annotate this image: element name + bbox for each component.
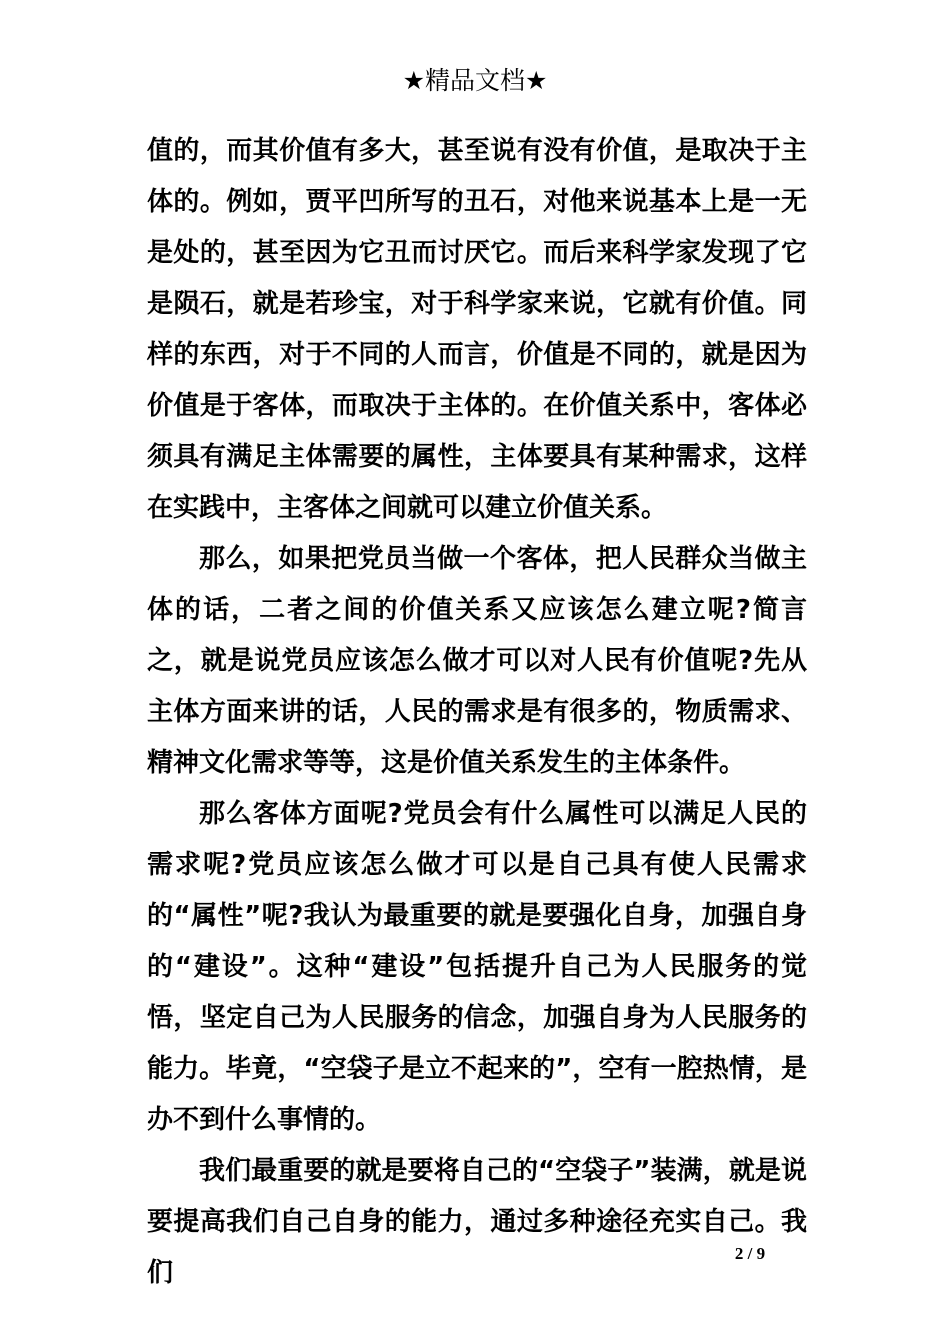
- page-header-title: ★精品文档★: [402, 66, 548, 95]
- paragraph: 那么客体方面呢?党员会有什么属性可以满足人民的需求呢?党员应该怎么做才可以是自己具有使人民需求的“属性”呢?我认为最重要的就是要强化自身，加强自身的“建设”。这种“建设”包括提升自己为人民服务的觉悟，坚定自己为人民服务的信念，加强自身为人民服务的能力。毕竟，“空袋子是立不起来的”，空有一腔热情，是办不到什么事情的。: [147, 799, 807, 1135]
- document-body: [147, 126, 807, 1299]
- paragraph: 我们最重要的就是要将自己的“空袋子”装满，就是说要提高我们自己自身的能力，通过多种途径充实自己。我们: [147, 1156, 807, 1288]
- paragraph: 那么，如果把党员当做一个客体，把人民群众当做主体的话，二者之间的价值关系又应该怎么建立呢?简言之，就是说党员应该怎么做才可以对人民有价值呢?先从主体方面来讲的话，人民的需求是有很多的，物质需求、精神文化需求等等，这是价值关系发生的主体条件。: [147, 544, 807, 778]
- page-number: 2 / 9: [734, 1244, 766, 1263]
- paragraph-continued: 值的，而其价值有多大，甚至说有没有价值，是取决于主体的。例如，贾平凹所写的丑石，对他来说基本上是一无是处的，甚至因为它丑而讨厌它。而后来科学家发现了它是陨石，就是若珍宝，对于科学家来说，它就有价值。同样的东西，对于不同的人而言，价值是不同的，就是因为价值是于客体，而取决于主体的。在价值关系中，客体必须具有满足主体需要的属性，主体要具有某种需求，这样在实践中，主客体之间就可以建立价值关系。: [147, 136, 807, 523]
